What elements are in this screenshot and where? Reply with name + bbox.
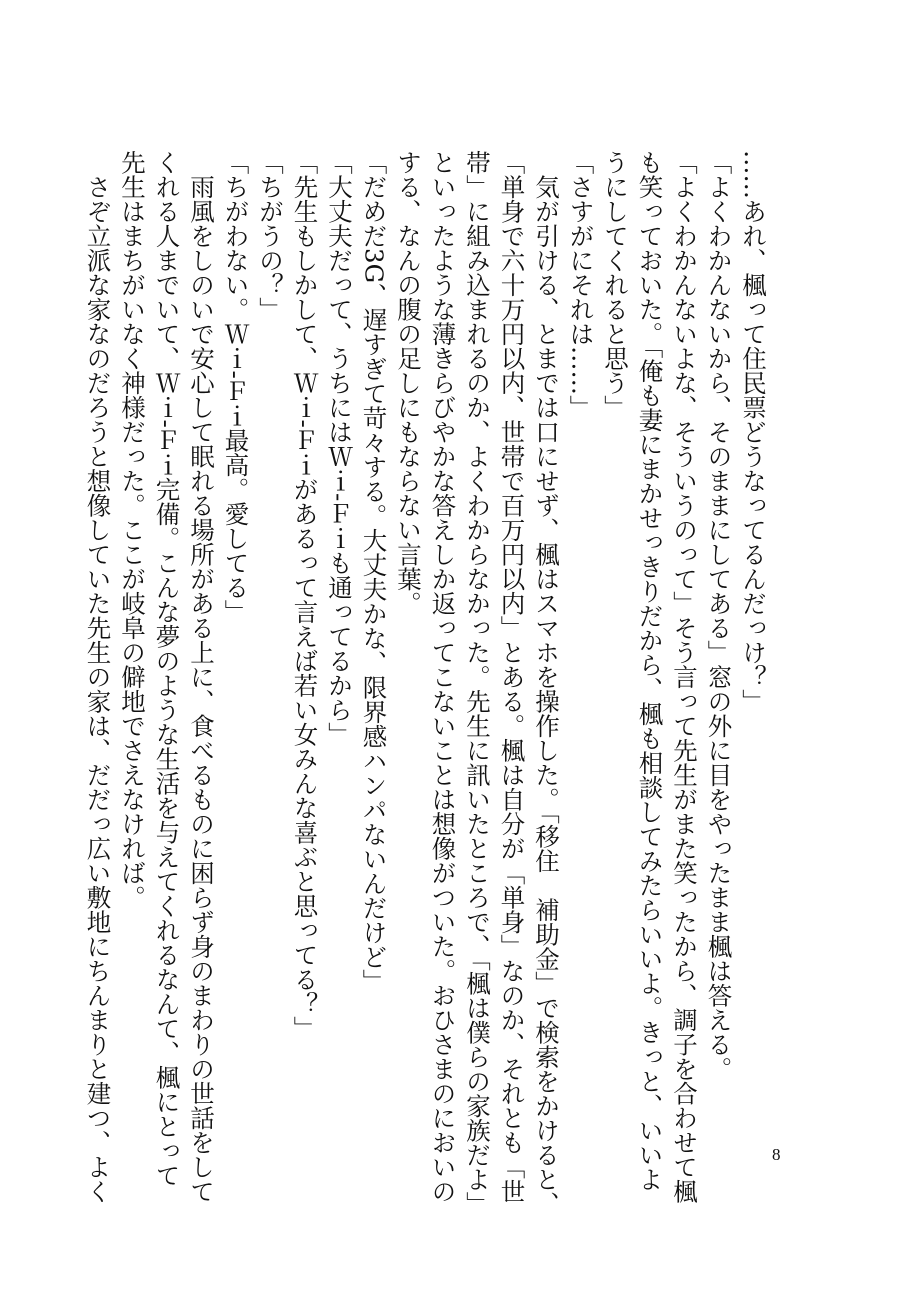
text-line: ……あれ、楓って住民票どうなってるんだっけ？」 (739, 150, 768, 714)
text-line: 「単身で六十万円以内、世帯で百万円以内」とある。楓は自分が「単身」なのか、それとも「世 (497, 150, 527, 1204)
text-line: 「さすがにそれは……」 (566, 150, 596, 420)
text-line: 先生はまちがいなく神様だった。ここが岐阜の僻地でさえなければ。 (118, 150, 147, 910)
text-line: 「先生もしかして、Ｗｉ‐Ｆｉがあるって言えば若い女みんな喜ぶと思ってる？」 (290, 150, 320, 1041)
text-line: といったような薄きらびやかな答えしか返ってこないことは想像がついた。おひさまのにおいの (428, 150, 458, 1204)
text-line: 帯」に組み込まれるのか、よくわからなかった。先生に訊いたところで、「楓は僕らの家族だよ」 (463, 150, 492, 1216)
page-number: 8 (772, 1145, 781, 1164)
text-line: 「よくわかんないから、そのままにしてある」窓の外に目をやったまま楓は答える。 (704, 150, 734, 1081)
text-line: 「だめだ3G、遅すぎて苛々する。大丈夫かな、限界感ハンパないんだけど」 (359, 150, 389, 994)
text-line: する、なんの腹の足しにもならない言葉。 (394, 150, 423, 616)
text-line: 「ちがわない。Ｗｉ‐Ｆｉ最高。愛してる」 (221, 150, 251, 624)
text-line: くれる人までいて、Ｗｉ‐Ｆｉ完備。こんな夢のような生活を与えてくれるなんて、楓にとって (152, 150, 182, 1188)
text-line: 気が引ける、とまでは口にせず、楓はスマホを操作した。「移住 補助金」で検索をかけると、 (532, 150, 561, 1216)
text-line: 「ちがうの？」 (256, 150, 285, 322)
text-line: うにしてくれると思う」 (601, 150, 630, 420)
text-line: 「よくわかんないよな、そういうのって」そう言って先生がまた笑ったから、調子を合わせて楓 (670, 150, 699, 1204)
text-line: 「大丈夫だって、うちにはＷｉ‐Ｆｉも通ってるから」 (325, 150, 354, 747)
text-line: も笑っておいた。「俺も妻にまかせっきりだから、楓も相談してみたらいいよ。きっと、いいよ (635, 150, 665, 1192)
text-line: 雨風をしのいで安心して眠れる場所がある上に、食べるものに困らず身のまわりの世話をして (187, 150, 216, 1204)
text-line: さぞ立派な家なのだろうと想像していた先生の家は、だだっ広い敷地にちんまりと建つ、よく (83, 150, 113, 1204)
body-text (83, 150, 770, 1216)
